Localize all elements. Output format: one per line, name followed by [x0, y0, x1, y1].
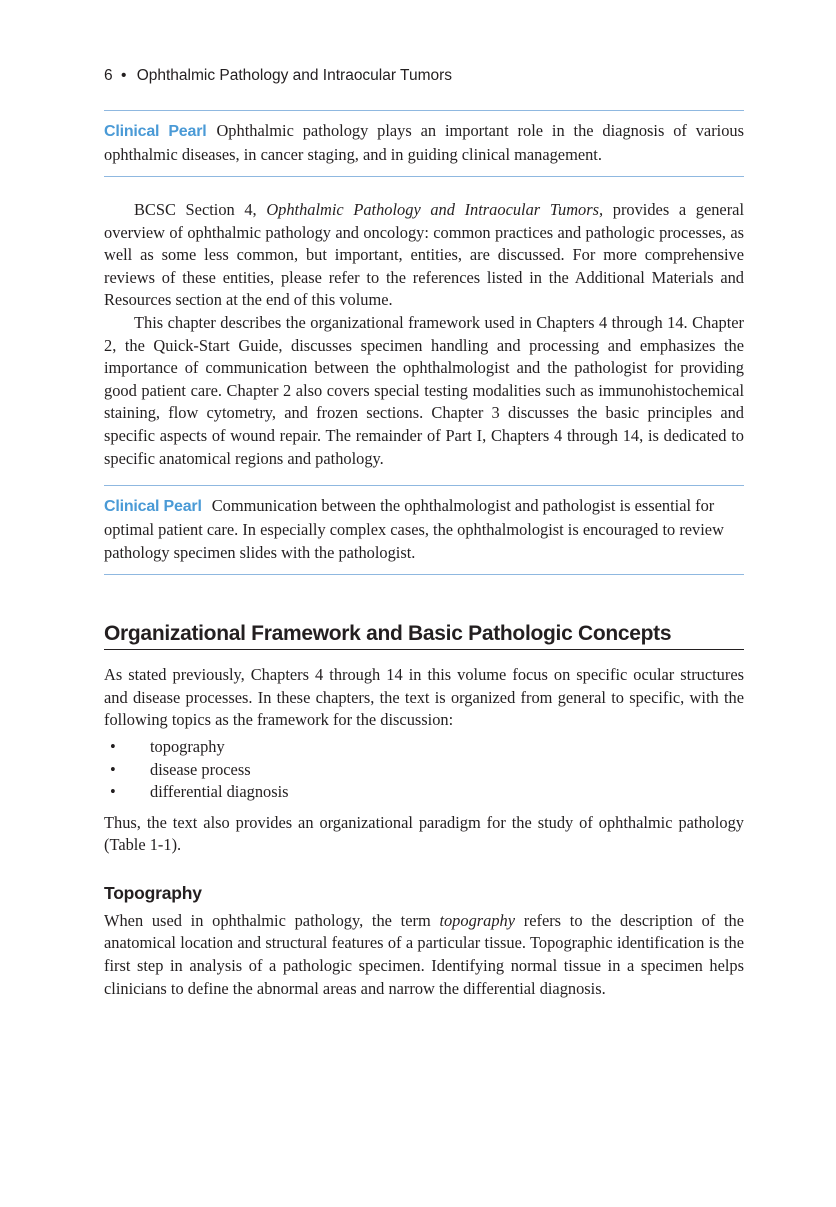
- clinical-pearl-label: Clinical Pearl: [104, 498, 202, 516]
- list-item-text: disease process: [150, 759, 251, 779]
- list-item-text: topography: [150, 736, 225, 756]
- running-head: [104, 66, 744, 86]
- bullet-icon: •: [110, 759, 116, 779]
- list-item: [110, 736, 744, 759]
- clinical-pearl-label: Clinical Pearl: [104, 123, 207, 140]
- chapter-overview-paragraph: This chapter describes the organizational framework used in Chapters 4 through 14. Chapter 2, the Quick-Start Guide, discusses specimen handling and processing and emphasizes the importance of communication between the ophthalmologist and the pathologist for providing good patient care. Chapter 2 also covers special testing modalities such as immunohistochemical staining, flow cytometry, and frozen sections. Chapter 3 discusses the basic principles and specific aspects of wound repair. The remainder of Part I, Chapters 4 through 14, is dedicated to specific anatomical regions and pathology.: [104, 312, 744, 468]
- clinical-pearl-text: Ophthalmic pathology plays an important role in the diagnosis of various ophthalmic diseases, in cancer staging, and in guiding clinical management.: [104, 121, 744, 164]
- topography-paragraph-rest: refers to the description of the anatomical location and structural features of a particular tissue. Topographic identification is the first step in analysis of a pathologic specimen. Identifying normal tissue in a specimen helps clinicians to define the abnormal areas and narrow the differential diagnosis.: [104, 910, 744, 998]
- topics-list: [104, 736, 744, 804]
- page-number: 6: [104, 67, 113, 84]
- intro-paragraph-rest: provides a general overview of ophthalmic pathology and oncology: common practices and pathologic processes, as well as some less common, but important, entities, are discussed. For more comprehensive reviews of these entities, please refer to the references listed in the Additional Materials and Resources section at the end of this volume.: [104, 200, 744, 310]
- text-column: [104, 66, 744, 1000]
- paradigm-paragraph: Thus, the text also provides an organizational paradigm for the study of ophthalmic pathology (Table 1-1).: [104, 812, 744, 855]
- topography-paragraph-lead: When used in ophthalmic pathology, the term: [104, 910, 440, 930]
- clinical-pearl-box: [104, 110, 744, 177]
- intro-paragraph: [104, 199, 744, 312]
- list-item: [110, 759, 744, 782]
- book-title-italic: Ophthalmic Pathology and Intraocular Tumors,: [266, 200, 604, 219]
- clinical-pearl-box: [104, 485, 744, 575]
- list-item-text: differential diagnosis: [150, 782, 289, 802]
- bullet-icon: •: [110, 782, 116, 802]
- list-item: [110, 781, 744, 804]
- section-intro-paragraph: As stated previously, Chapters 4 through 14 in this volume focus on specific ocular structures and disease processes. In these chapters, the text is organized from general to specific, with the following topics as the framework for the discussion:: [104, 665, 744, 730]
- section-heading: Organizational Framework and Basic Pathologic Concepts: [104, 621, 744, 650]
- bullet-icon: •: [110, 736, 116, 756]
- running-head-separator: •: [120, 67, 127, 84]
- running-head-title: Ophthalmic Pathology and Intraocular Tumors: [136, 67, 453, 84]
- intro-paragraph-lead: BCSC Section 4,: [134, 200, 267, 219]
- term-italic: topography: [439, 910, 516, 930]
- subsection-heading: Topography: [104, 882, 202, 903]
- topography-paragraph: [104, 910, 744, 1000]
- clinical-pearl-text: Communication between the ophthalmologist and pathologist is essential for optimal patient care. In especially complex cases, the ophthalmologist is encouraged to review pathology specimen slides with the pathologist.: [104, 496, 724, 563]
